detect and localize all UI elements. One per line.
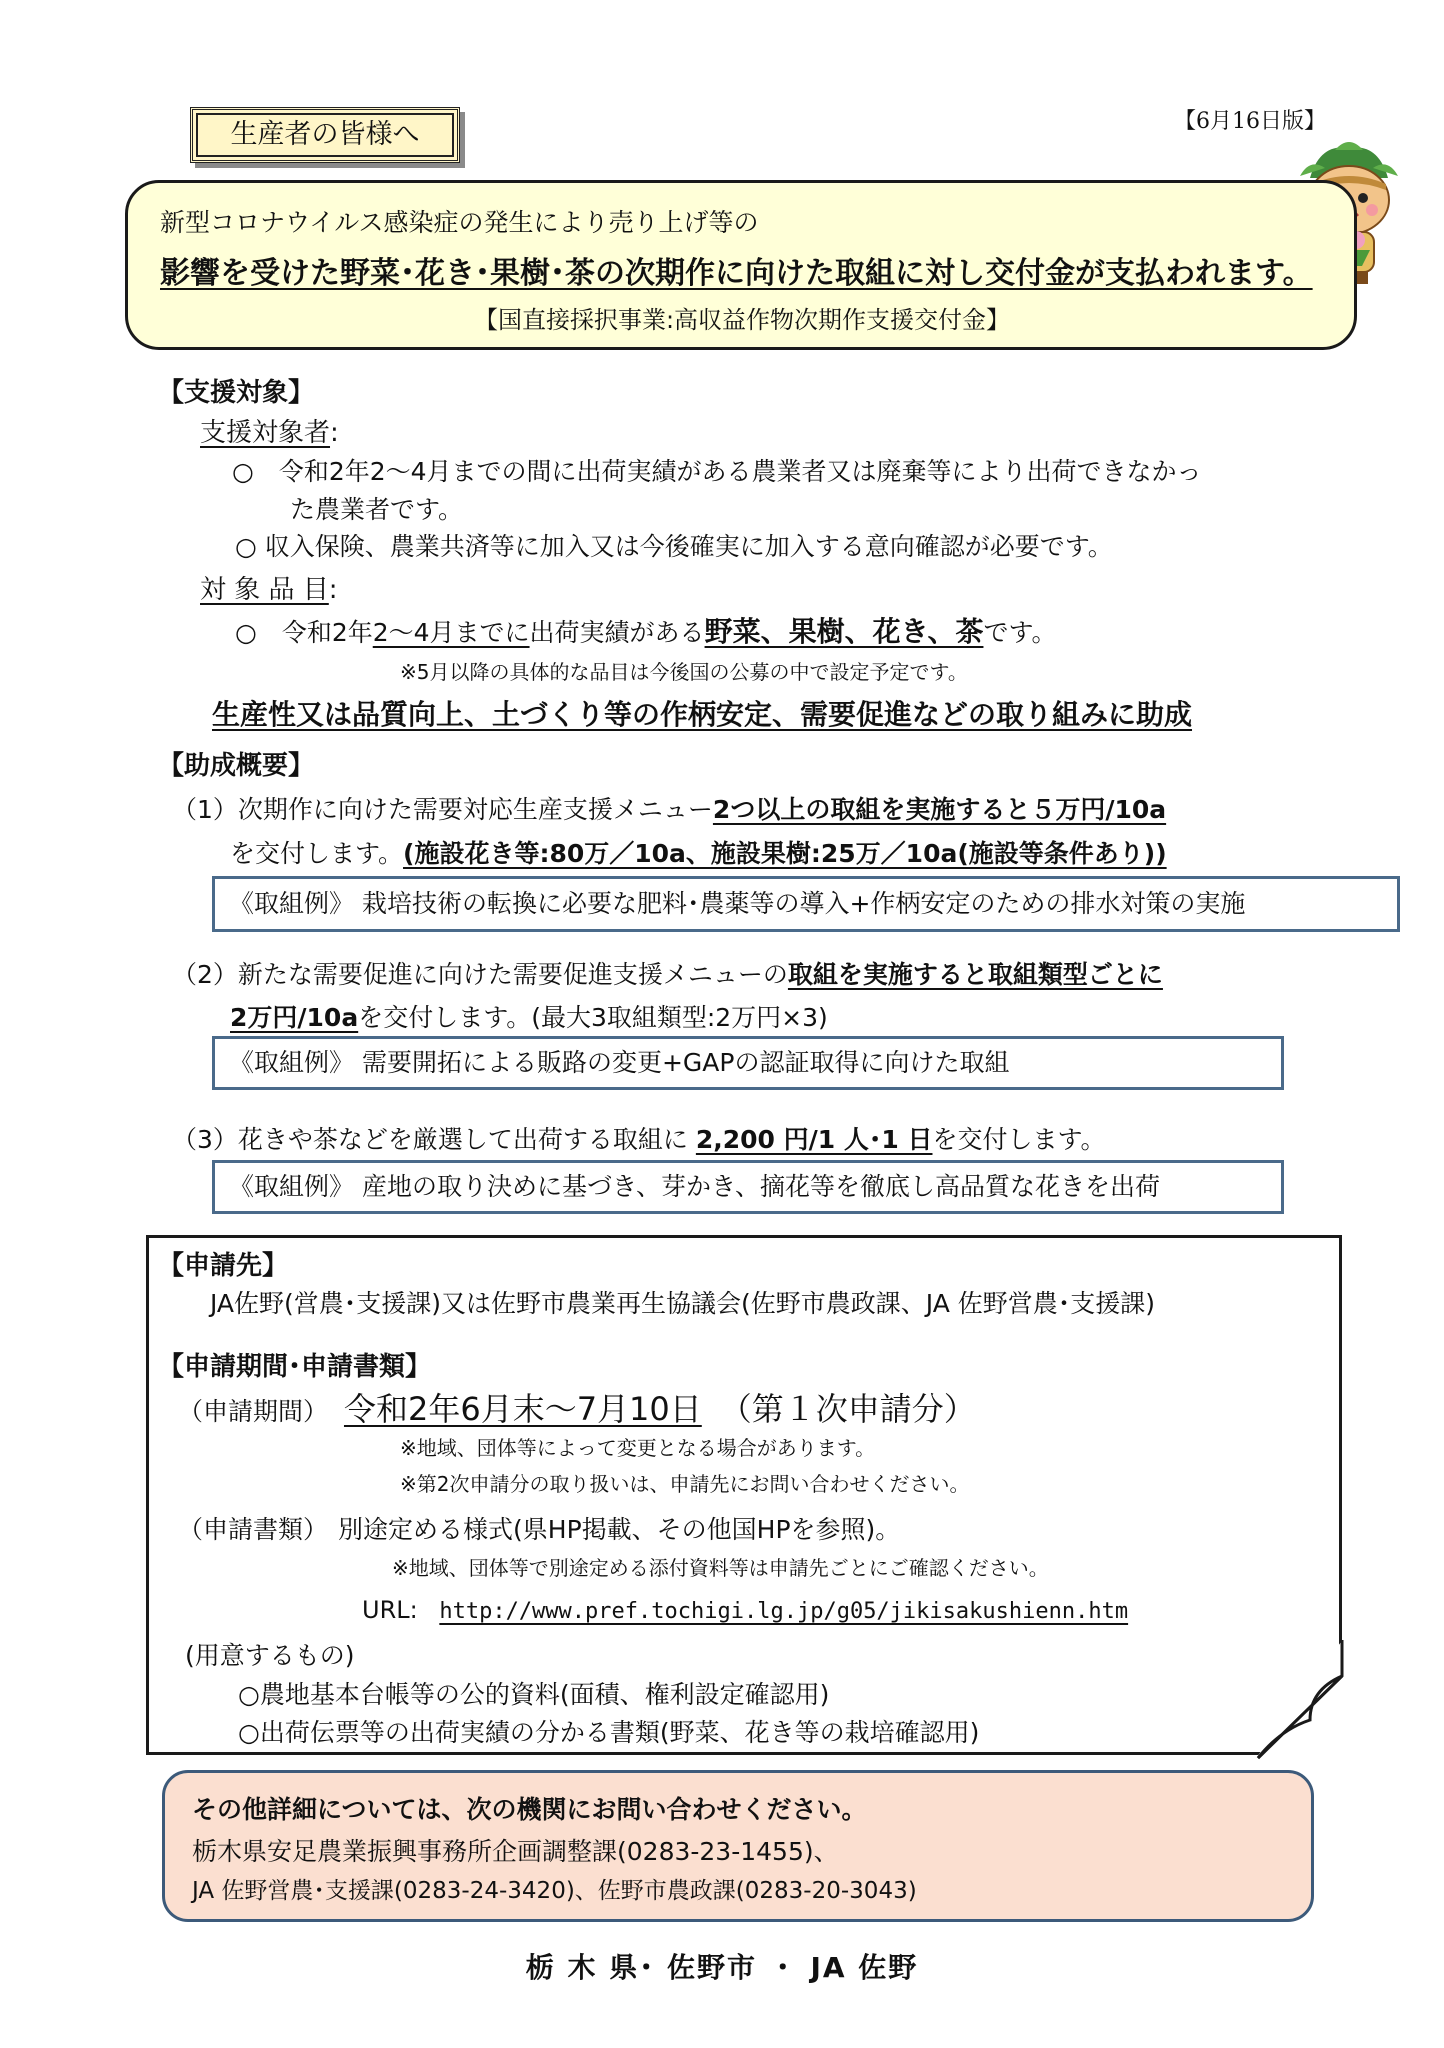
menu-1: （1）次期作に向けた需要対応生産支援メニュー2つ以上の取組を実施すると５万円/10a bbox=[172, 795, 1167, 824]
contact-heading: その他詳細については、次の機関にお問い合わせください。 bbox=[192, 1795, 867, 1824]
menu-2: （2）新たな需要促進に向けた需要促進支援メニューの取組を実施すると取組類型ごとに bbox=[172, 960, 1163, 989]
period-note-1: ※地域、団体等によって変更となる場合があります。 bbox=[400, 1436, 876, 1460]
items-text: ○ 令和2年2～4月までに出荷実績がある野菜、果樹、花き、茶です。 bbox=[235, 615, 1057, 648]
period-note-2: ※第2次申請分の取り扱いは、申請先にお問い合わせください。 bbox=[400, 1472, 970, 1496]
prep-item-2: ○出荷伝票等の出荷実績の分かる書類(野菜、花き等の栽培確認用) bbox=[238, 1718, 980, 1747]
prep-label: (用意するもの) bbox=[185, 1641, 355, 1670]
edition-date: 【6月16日版】 bbox=[1174, 109, 1326, 134]
support-heading: 【支援対象】 bbox=[158, 378, 315, 408]
grant-heading: 【助成概要】 bbox=[158, 751, 315, 781]
page-curl-icon bbox=[1240, 1640, 1350, 1760]
audience-label: 生産者の皆様へ bbox=[190, 107, 460, 163]
contact-office: 栃木県安足農業振興事務所企画調整課(0283-23-1455)、 bbox=[192, 1837, 839, 1866]
url-line: URL: http://www.pref.tochigi.lg.jp/g05/jikisakushienn.htm bbox=[362, 1596, 1129, 1624]
items-note: ※5月以降の具体的な品目は今後国の公募の中で設定予定です。 bbox=[400, 660, 968, 684]
apply-destination: JA佐野(営農･支援課)又は佐野市農業再生協議会(佐野市農政課、JA 佐野営農･支援課) bbox=[210, 1289, 1156, 1318]
menu-2-example: 《取組例》 需要開拓による販路の変更+GAPの認証取得に向けた取組 bbox=[212, 1036, 1284, 1090]
issuers-footer: 栃 木 県･ 佐野市 ・ JA 佐野 bbox=[525, 1951, 919, 1984]
target-item-1-cont: た農業者です。 bbox=[290, 495, 464, 524]
contact-ja-city: JA 佐野営農･支援課(0283-24-3420)、佐野市農政課(0283-20-3043) bbox=[192, 1878, 917, 1904]
target-label: 支援対象者: bbox=[200, 418, 339, 448]
intro-text: 新型コロナウイルス感染症の発生により売り上げ等の bbox=[160, 208, 759, 237]
program-name: 【国直接採択事業:高収益作物次期作支援交付金】 bbox=[473, 306, 1011, 334]
apply-period-heading: 【申請期間･申請書類】 bbox=[158, 1352, 432, 1382]
support-emphasis: 生産性又は品質向上、土づくり等の作柄安定、需要促進などの取り組みに助成 bbox=[212, 698, 1193, 731]
menu-3-example: 《取組例》 産地の取り決めに基づき、芽かき、摘花等を徹底し高品質な花きを出荷 bbox=[212, 1160, 1284, 1214]
target-item-1: ○ 令和2年2～4月までの間に出荷実績がある農業者又は廃棄等により出荷できなかっ bbox=[232, 457, 1202, 486]
menu-1-example: 《取組例》 栽培技術の転換に必要な肥料･農薬等の導入+作柄安定のための排水対策の実施 bbox=[212, 876, 1400, 932]
apply-dest-heading: 【申請先】 bbox=[158, 1251, 289, 1281]
docs-note: ※地域、団体等で別途定める添付資料等は申請先ごとにご確認ください。 bbox=[392, 1556, 1049, 1580]
program-url-link[interactable]: http://www.pref.tochigi.lg.jp/g05/jikisakushienn.htm bbox=[439, 1599, 1129, 1624]
prep-item-1: ○農地基本台帳等の公的資料(面積、権利設定確認用) bbox=[238, 1680, 830, 1709]
apply-period: （申請期間） 令和2年6月末～7月10日 （第１次申請分） bbox=[178, 1390, 976, 1428]
target-item-2: ○ 収入保険、農業共済等に加入又は今後確実に加入する意向確認が必要です。 bbox=[235, 532, 1113, 561]
items-label: 対 象 品 目: bbox=[200, 575, 338, 605]
menu-1-amount: を交付します。(施設花き等:80万／10a、施設果樹:25万／10a(施設等条件あり)) bbox=[230, 839, 1167, 868]
menu-3: （3）花きや茶などを厳選して出荷する取組に 2,200 円/1 人･1 日を交付します。 bbox=[172, 1125, 1106, 1154]
menu-2-amount: 2万円/10aを交付します。(最大3取組類型:2万円×3) bbox=[230, 1003, 828, 1032]
intro-headline: 影響を受けた野菜･花き･果樹･茶の次期作に向けた取組に対し交付金が支払われます。 bbox=[160, 256, 1313, 291]
apply-docs: （申請書類） 別途定める様式(県HP掲載、その他国HPを参照)。 bbox=[178, 1515, 901, 1544]
